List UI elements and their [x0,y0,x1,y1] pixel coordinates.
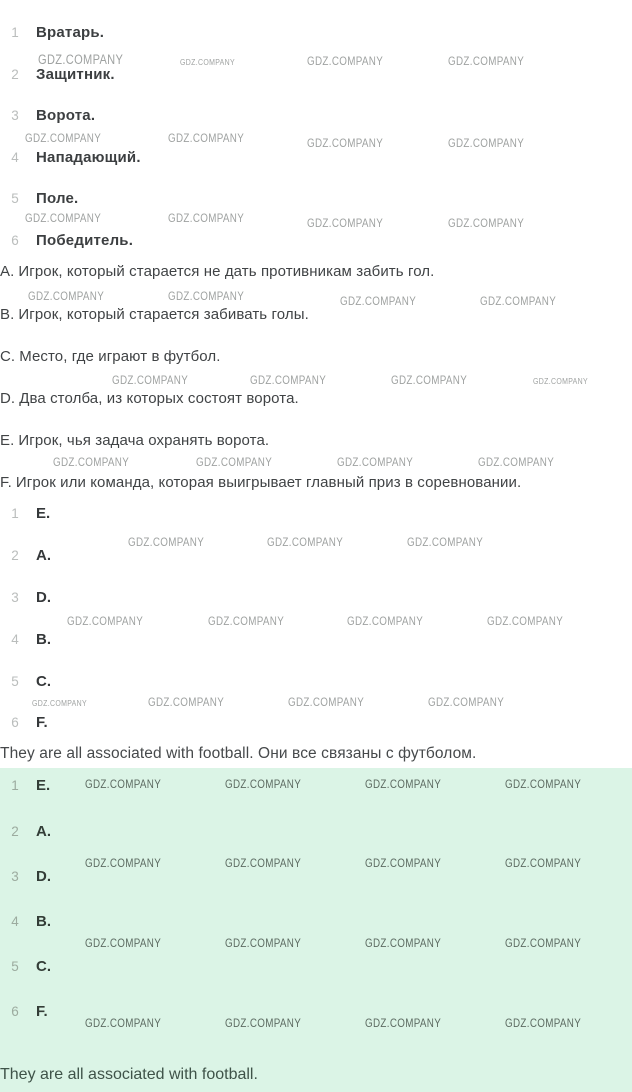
watermark-text: GDZ.COMPANY [53,455,130,469]
definition-row [0,263,434,280]
watermark-text: GDZ.COMPANY [365,936,442,950]
answer-row [0,547,51,564]
vocab-word: Нападающий. [36,149,141,166]
item-number: 4 [11,914,19,929]
answer-letter: D. [36,868,51,885]
definition-row [0,474,521,491]
watermark-text: GDZ.COMPANY [208,614,285,628]
watermark-text: GDZ.COMPANY [168,211,245,225]
definition-text: Место, где играют в футбол. [19,348,221,365]
vocab-word: Ворота. [36,107,96,124]
watermark-text: GDZ.COMPANY [180,57,235,67]
item-number: 1 [11,778,19,793]
watermark-text: GDZ.COMPANY [38,52,124,67]
definition-text: Игрок, который старается забивать голы. [18,306,309,323]
watermark-text: GDZ.COMPANY [391,373,468,387]
watermark-text: GDZ.COMPANY [225,936,302,950]
watermark-text: GDZ.COMPANY [307,54,384,68]
answer-letter: B. [36,631,51,648]
watermark-text: GDZ.COMPANY [112,373,189,387]
vocab-item [0,149,141,166]
answer-letter: C. [36,958,51,975]
card-answer-row [0,777,50,794]
item-number: 4 [11,632,19,647]
watermark-text: GDZ.COMPANY [340,294,417,308]
answer-letter: A. [36,823,51,840]
watermark-text: GDZ.COMPANY [407,535,484,549]
answer-letter: F. [36,1003,48,1020]
vocab-word: Вратарь. [36,24,105,41]
item-number: 4 [11,150,19,165]
card-answer-row [0,958,51,975]
vocab-item [0,232,133,249]
item-number: 6 [11,1004,19,1019]
watermark-text: GDZ.COMPANY [225,1016,302,1030]
card-answer-row [0,913,51,930]
watermark-text: GDZ.COMPANY [168,131,245,145]
item-number: 3 [11,590,19,605]
definition-letter: C. [0,348,16,365]
vocab-word: Защитник. [36,66,115,83]
definition-row [0,432,269,449]
definition-text: Два столба, из которых состоят ворота. [19,390,299,407]
vocab-item [0,24,104,41]
item-number: 3 [11,869,19,884]
watermark-text: GDZ.COMPANY [347,614,424,628]
card-answer-row [0,868,51,885]
item-number: 6 [11,233,19,248]
watermark-text: GDZ.COMPANY [288,695,365,709]
item-number: 1 [11,506,19,521]
watermark-text: GDZ.COMPANY [428,695,505,709]
item-number: 6 [11,715,19,730]
item-number: 2 [11,548,19,563]
definition-row [0,390,299,407]
watermark-text: GDZ.COMPANY [267,535,344,549]
item-number: 2 [11,824,19,839]
answer-row [0,589,51,606]
watermark-text: GDZ.COMPANY [85,936,162,950]
watermark-text: GDZ.COMPANY [225,856,302,870]
answer-row [0,714,48,731]
definition-letter: E. [0,432,15,449]
definition-letter: D. [0,390,16,407]
definition-text: Игрок или команда, которая выигрывает главный приз в соревновании. [15,474,522,491]
watermark-text: GDZ.COMPANY [148,695,225,709]
answer-row [0,631,51,648]
item-number: 5 [11,191,19,206]
definition-text: Игрок, чья задача охранять ворота. [18,432,270,449]
item-number: 3 [11,108,19,123]
watermark-text: GDZ.COMPANY [448,54,525,68]
watermark-text: GDZ.COMPANY [480,294,557,308]
card-note: They are all associated with football. [0,1066,258,1083]
watermark-text: GDZ.COMPANY [365,777,442,791]
definition-row [0,306,309,323]
answer-letter: C. [36,673,51,690]
vocab-item [0,107,95,124]
definition-letter: F. [0,474,12,491]
card-answer-row [0,823,51,840]
watermark-text: GDZ.COMPANY [307,136,384,150]
watermark-text: GDZ.COMPANY [25,131,102,145]
watermark-text: GDZ.COMPANY [337,455,414,469]
answer-letter: A. [36,547,51,564]
card-answer-row [0,1003,48,1020]
item-number: 2 [11,67,19,82]
item-number: 5 [11,959,19,974]
watermark-text: GDZ.COMPANY [128,535,205,549]
answer-card [0,768,632,1092]
watermark-text: GDZ.COMPANY [25,211,102,225]
answer-row [0,505,50,522]
answer-letter: E. [36,505,51,522]
watermark-text: GDZ.COMPANY [448,216,525,230]
answer-letter: D. [36,589,51,606]
item-number: 1 [11,25,19,40]
definition-letter: A. [0,263,15,280]
answer-letter: B. [36,913,51,930]
vocab-item [0,66,115,83]
watermark-text: GDZ.COMPANY [533,376,588,386]
watermark-text: GDZ.COMPANY [225,777,302,791]
watermark-text: GDZ.COMPANY [487,614,564,628]
vocab-word: Поле. [36,190,79,207]
answer-row [0,673,51,690]
watermark-text: GDZ.COMPANY [365,1016,442,1030]
vocab-word: Победитель. [36,232,134,249]
watermark-text: GDZ.COMPANY [505,856,582,870]
definition-text: Игрок, который старается не дать противникам забить гол. [18,263,435,280]
watermark-text: GDZ.COMPANY [28,289,105,303]
item-number: 5 [11,674,19,689]
watermark-text: GDZ.COMPANY [67,614,144,628]
definition-letter: B. [0,306,15,323]
watermark-text: GDZ.COMPANY [478,455,555,469]
answers-note: They are all associated with football. Они все связаны с футболом. [0,745,477,762]
watermark-text: GDZ.COMPANY [168,289,245,303]
answer-letter: F. [36,714,48,731]
watermark-text: GDZ.COMPANY [85,856,162,870]
watermark-text: GDZ.COMPANY [505,936,582,950]
definition-row [0,348,221,365]
watermark-text: GDZ.COMPANY [196,455,273,469]
watermark-text: GDZ.COMPANY [32,698,87,708]
watermark-text: GDZ.COMPANY [505,777,582,791]
watermark-text: GDZ.COMPANY [505,1016,582,1030]
watermark-text: GDZ.COMPANY [250,373,327,387]
vocab-item [0,190,78,207]
watermark-text: GDZ.COMPANY [307,216,384,230]
watermark-text: GDZ.COMPANY [448,136,525,150]
watermark-text: GDZ.COMPANY [85,1016,162,1030]
watermark-text: GDZ.COMPANY [85,777,162,791]
watermark-text: GDZ.COMPANY [365,856,442,870]
answer-letter: E. [36,777,51,794]
